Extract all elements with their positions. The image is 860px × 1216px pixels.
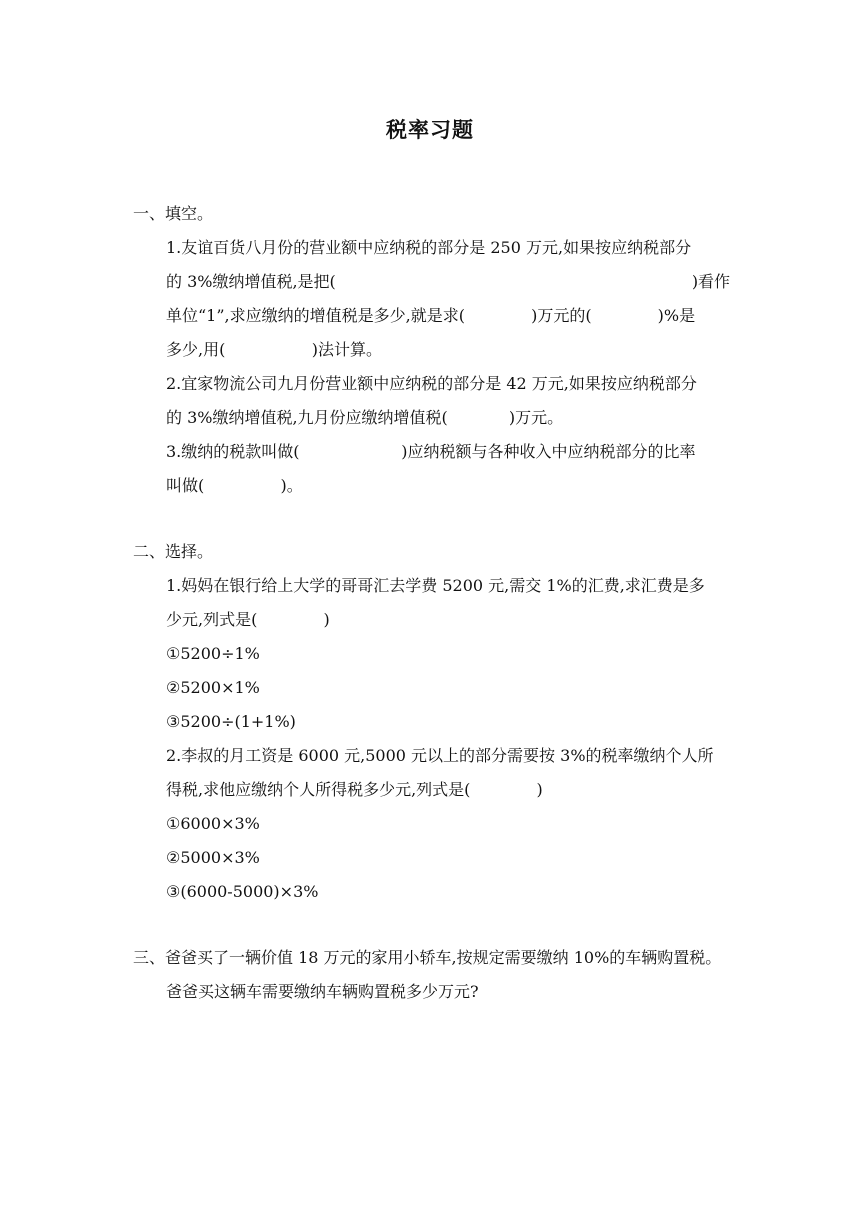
s1-line-3: 单位“1”,求应缴纳的增值税是多少,就是求( )万元的( )%是 — [166, 306, 696, 325]
section3-question-cont: 爸爸买这辆车需要缴纳车辆购置税多少万元? — [166, 982, 479, 1001]
s2-line-3: 2.李叔的月工资是 6000 元,5000 元以上的部分需要按 3%的税率缴纳个人所 — [166, 746, 714, 765]
s1-line-6: 的 3%缴纳增值税,九月份应缴纳增值税( )万元。 — [166, 408, 564, 427]
page-title: 税率习题 — [386, 117, 474, 142]
s2-option-4: ①6000×3% — [166, 814, 260, 833]
s2-option-5: ②5000×3% — [166, 848, 260, 867]
s2-option-3: ③5200÷(1+1%) — [166, 712, 296, 731]
s1-line-5: 2.宜家物流公司九月份营业额中应纳税的部分是 42 万元,如果按应纳税部分 — [166, 374, 697, 393]
s2-line-2: 少元,列式是( ) — [166, 610, 330, 629]
section2-heading: 二、选择。 — [133, 542, 214, 561]
s1-line-8: 叫做( )。 — [166, 476, 303, 495]
s2-line-4: 得税,求他应缴纳个人所得税多少元,列式是( ) — [166, 780, 543, 799]
s1-line-4: 多少,用( )法计算。 — [166, 340, 383, 359]
s2-option-1: ①5200÷1% — [166, 644, 260, 663]
s1-line-1: 1.友谊百货八月份的营业额中应纳税的部分是 250 万元,如果按应纳税部分 — [166, 238, 692, 257]
s2-line-1: 1.妈妈在银行给上大学的哥哥汇去学费 5200 元,需交 1%的汇费,求汇费是多 — [166, 576, 705, 595]
section1-heading: 一、填空。 — [133, 204, 214, 223]
section3-question: 三、爸爸买了一辆价值 18 万元的家用小轿车,按规定需要缴纳 10%的车辆购置税。 — [133, 948, 722, 967]
s2-option-6: ③(6000-5000)×3% — [166, 882, 319, 901]
s2-option-2: ②5200×1% — [166, 678, 260, 697]
s1-line-7: 3.缴纳的税款叫做( )应纳税额与各种收入中应纳税部分的比率 — [166, 442, 696, 461]
s1-line-2: 的 3%缴纳增值税,是把( )看作 — [166, 272, 731, 291]
